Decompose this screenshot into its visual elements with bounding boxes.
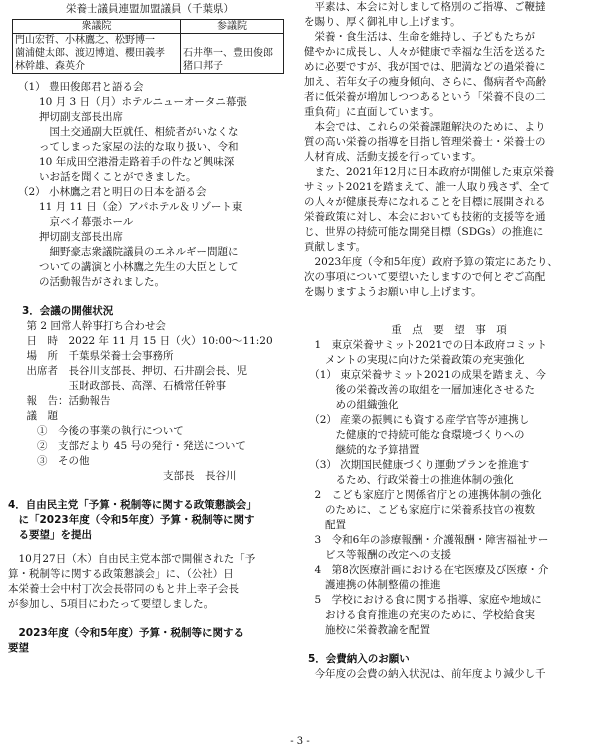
meeting-line: ② 支部だより 45 号の発行・発送について bbox=[16, 440, 246, 452]
meeting-line: ① 今後の事業の執行について bbox=[16, 425, 184, 437]
intro-line: 本会では、これらの栄養課題解決のために、より bbox=[304, 121, 546, 133]
intro-line: 者に低栄養が増加しつつあるという「栄養不良の二 bbox=[304, 91, 546, 103]
upper-house-members bbox=[181, 34, 284, 74]
meeting-line: 出席者 長谷川支部長、押切、石井副会長、児 bbox=[16, 365, 247, 377]
event-line: （2） 小林鷹之君と明日の日本を語る会 bbox=[18, 186, 207, 198]
intro-line: 健やかに成長し、人々が健康で幸福な生活を送るた bbox=[304, 46, 546, 58]
priority-item-line: 1 東京栄養サミット2021での日本政府コミット bbox=[304, 339, 547, 351]
member-line: 薗浦健太郎、渡辺博道、櫻田義孝 bbox=[15, 48, 165, 59]
members-caption: 栄養士議員連盟加盟議員（千葉県） bbox=[66, 3, 234, 15]
request-title-line: 2023年度（令和5年度）予算・税制等に関する bbox=[8, 627, 245, 639]
intro-line: 貢献します。 bbox=[304, 241, 367, 253]
event-line: ってしまった家屋の法的な取り扱い、令和 bbox=[18, 141, 239, 153]
section-4-heading-line: 4．自由民主党「予算・税制等に関する政策懇談会」 bbox=[8, 499, 257, 511]
event-line: 押切副支部長出席 bbox=[18, 111, 123, 123]
priority-item-line: 継続的な予算措置 bbox=[304, 444, 420, 456]
request-title bbox=[8, 626, 292, 656]
priority-item-line: 護連携の体制整備の推進 bbox=[304, 579, 441, 591]
meeting-line: ③ その他 bbox=[16, 455, 90, 467]
body-line: 本栄養士会中村丁次会長帯同のもと井上幸子会長 bbox=[8, 583, 239, 595]
priority-item-line: めの組織強化 bbox=[304, 399, 399, 411]
meeting-line: 日 時 2022 年 11 月 15 日（火）10:00～11:20 bbox=[16, 335, 273, 347]
priority-heading: 重 点 要 望 事 項 bbox=[391, 324, 507, 336]
event-line: 京ベイ幕張ホール bbox=[18, 216, 134, 228]
intro-line: また、2021年12月に日本政府が開催した東京栄養 bbox=[304, 166, 555, 178]
intro-line: 重負荷」に直面しています。 bbox=[304, 106, 440, 118]
right-column bbox=[304, 0, 594, 682]
event-line: の活動報告がされました。 bbox=[18, 276, 165, 288]
members-table bbox=[12, 19, 284, 74]
intro-line: 加え、若年女子の痩身傾向、さらに、傷病者や高齢 bbox=[304, 76, 547, 88]
request-title-line: 要望 bbox=[8, 642, 29, 654]
section-4-heading-line: る要望」を提出 bbox=[8, 529, 92, 541]
priority-item-line: のために、こども家庭庁に栄養系技官の複数 bbox=[304, 504, 535, 516]
event-line: 細野豪志衆議院議員のエネルギー問題に bbox=[18, 246, 239, 258]
member-line: 猪口邦子 bbox=[183, 61, 224, 72]
intro-line: じ、世界の持続可能な開発目標（SDGs）の推進に bbox=[304, 226, 544, 238]
left-column bbox=[8, 0, 292, 656]
member-line: 林幹雄、森英介 bbox=[15, 61, 85, 72]
priority-item-line: おける食育推進の充実のために、学校給食実 bbox=[304, 609, 535, 621]
member-line: 石井準一、豊田俊郎 bbox=[183, 48, 274, 59]
section-4-heading bbox=[8, 498, 292, 543]
event-line: ついての講演と小林鷹之先生の大臣として bbox=[18, 261, 239, 273]
body-line: が参加し、5項目にわたって要望しました。 bbox=[8, 598, 215, 610]
priority-list bbox=[304, 338, 594, 638]
meeting-signature: 支部長 長谷川 bbox=[16, 470, 237, 482]
intro-line: の人々が健康長寿になれることを目標に展開される bbox=[304, 196, 546, 208]
priority-item-line: 配置 bbox=[304, 519, 346, 531]
priority-item-line: 4 第8次医療計画における在宅医療及び医療・介 bbox=[304, 564, 549, 576]
section-5-heading: 5．会費納入のお願い bbox=[308, 653, 410, 665]
meeting-line: 議 題 bbox=[16, 410, 58, 422]
intro-line: 栄養・食生活は、生命を維持し、子どもたちが bbox=[304, 31, 535, 43]
section-4-body bbox=[8, 552, 292, 612]
intro-line: 人材育成、活動支援を行っています。 bbox=[304, 151, 482, 163]
priority-item-line: 5 学校における食に関する指導、家庭や地域に bbox=[304, 594, 542, 606]
intro-line: 平素は、本会に対しまして格別のご指導、ご鞭撻 bbox=[304, 1, 546, 13]
body-line: 算・税制等に関する政策懇談会」に、（公社）日 bbox=[8, 568, 234, 580]
member-line: 門山宏哲、小林鷹之、松野博一 bbox=[15, 35, 155, 46]
intro-line: 2023年度（令和5年度）政府予算の策定にあたり、 bbox=[304, 256, 558, 268]
priority-item-line: ビス等報酬の改定への支援 bbox=[304, 549, 451, 561]
meeting-line: 玉財政部長、高澤、石橋常任幹事 bbox=[16, 380, 226, 392]
intro-line: サミット2021を踏まえて、誰一人取り残さず、全て bbox=[304, 181, 550, 193]
intro-line: 次の事項について要望いたしますので何とぞご高配 bbox=[304, 271, 546, 283]
meeting-line: 報 告：活動報告 bbox=[16, 395, 111, 407]
meeting-line: 第 2 回常人幹事打ち合わせ会 bbox=[16, 320, 166, 332]
intro-line: 栄養政策に対し、本会においても技術的支援等を通 bbox=[304, 211, 546, 223]
section-3-heading: 3．会議の開催状況 bbox=[22, 305, 114, 317]
page-number: - 3 - bbox=[290, 736, 310, 747]
priority-item-line: 2 こども家庭庁と関係省庁との連携体制の強化 bbox=[304, 489, 542, 501]
body-line: 10月27日（木）自由民主党本部で開催された「予 bbox=[8, 553, 256, 565]
priority-item-line: た健康的で持続可能な食環境づくりへの bbox=[304, 429, 525, 441]
section-5-line: 今年度の会費の納入状況は、前年度より減少し千 bbox=[304, 668, 546, 680]
events-list bbox=[8, 80, 292, 290]
priority-item-line: （3） 次期国民健康づくり運動プランを推進す bbox=[304, 459, 530, 471]
priority-item-line: 後の栄養改善の取組を一層加速化させるた bbox=[304, 384, 535, 396]
meeting-line: 場 所 千葉県栄養士会事務所 bbox=[16, 350, 174, 362]
intro-line: めに必要ですが、我が国では、肥満などの過栄養に bbox=[304, 61, 546, 73]
meeting-details bbox=[8, 319, 292, 484]
event-line: いお話を聞くことができました。 bbox=[18, 171, 197, 183]
request-intro bbox=[304, 0, 594, 300]
event-line: 国土交通副大臣就任、相続者がいなくな bbox=[18, 126, 239, 138]
upper-house-header: 参議院 bbox=[181, 20, 284, 34]
priority-item-line: るため、行政栄養士の推進体制の強化 bbox=[304, 474, 514, 486]
lower-house-header: 衆議院 bbox=[13, 20, 181, 34]
lower-house-members bbox=[13, 34, 181, 74]
section-4-heading-line: に「2023年度（令和5年度）予算・税制等に関す bbox=[8, 514, 255, 526]
intro-line: を賜り、厚く御礼申し上げます。 bbox=[304, 16, 461, 28]
event-line: （1） 豊田俊郎君と語る会 bbox=[18, 81, 144, 93]
priority-item-line: 3 令和6年の診療報酬・介護報酬・障害福祉サー bbox=[304, 534, 549, 546]
event-line: 10 月 3 日（月）ホテルニューオータニ幕張 bbox=[18, 96, 247, 108]
priority-item-line: （1） 東京栄養サミット2021の成果を踏まえ、今 bbox=[304, 369, 546, 381]
intro-line: を賜りますようお願い申し上げます。 bbox=[304, 286, 482, 298]
priority-item-line: メントの実現に向けた栄養政策の充実強化 bbox=[304, 354, 525, 366]
event-line: 10 年成田空港滑走路着手の件など興味深 bbox=[18, 156, 235, 168]
priority-item-line: （2） 産業の振興にも資する産学官等が連携し bbox=[304, 414, 530, 426]
event-line: 11 月 11 日（金）アパホテル＆リゾート東 bbox=[18, 201, 243, 213]
intro-line: 質の高い栄養の指導を目指し管理栄養士・栄養士の bbox=[304, 136, 546, 148]
event-line: 押切副支部長出席 bbox=[18, 231, 123, 243]
priority-item-line: 施校に栄養教諭を配置 bbox=[304, 624, 430, 636]
